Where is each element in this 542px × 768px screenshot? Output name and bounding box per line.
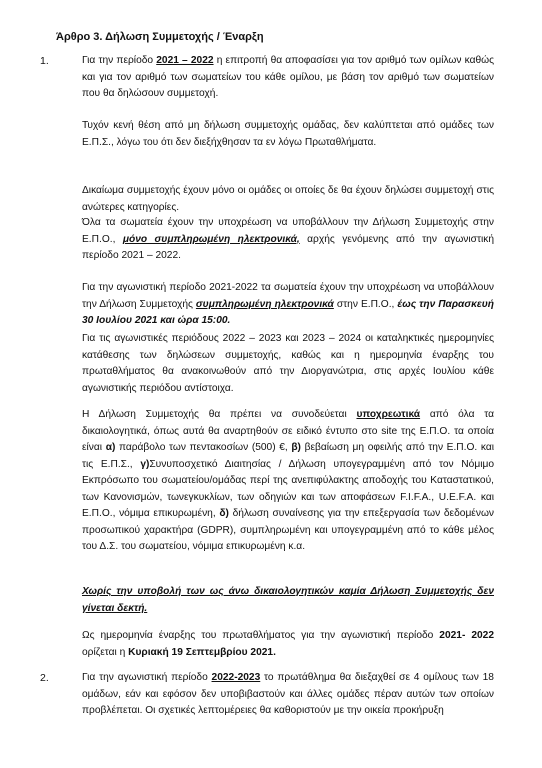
paragraph-eligibility: Δικαίωμα συμμετοχής έχουν μόνο οι ομάδες οι οποίες δε θα έχουν δηλώσει συμμετοχή στις ανώτερες κατηγορίες. [82,185,494,213]
start-date: Κυριακή 19 Σεπτεμβρίου 2021. [128,646,276,658]
paragraph-electronic-submission: Όλα τα σωματεία έχουν την υποχρέωση να υποβάλλουν την Δήλωση Συμμετοχής στην Ε.Π.Ο., μόνο συμπληρωμένη ηλεκτρονικά, αρχής γενόμενης από την αγωνιστική περίοδο 2021 – 2022. [82,217,495,261]
paragraph-required-documents: Η Δήλωση Συμμετοχής θα πρέπει να συνοδεύεται υποχρεωτικά από όλα τα δικαιολογητικά, όπως αυτά θα αναρτηθούν σε ειδικό έντυπο στο site της Ε.Π.Ο. τα οποία είναι α) παράβολο των πεντακοσίων (500) €, β) βεβαίωση μη οφειλής από την Ε.Π.Ο. και τις Ε.Π.Σ., γ)Συνυποσχετικό Διαιτησίας / Δήλωση υπογεγραμμένη από τον Νόμιμο Εκπρόσωπο του σωματείου/ομάδας περί της ανεπιφύλακτης αποδοχής του Καταστατικού, των Κανονισμών, τωνεγκυκλίων, των οδηγιών και των αποφάσεων F.I.F.A., U.E.F.A. και Ε.Π.Ο., νόμιμα επικυρωμένη, δ) δήλωση συναίνεσης για την επεξεργασία των δεδομένων προσωπικού χαρακτήρα (GDPR), συμπληρωμένη και υπογεγραμμένη από το κάθε μέλος του Δ.Σ. του σωματείου, νόμιμα επικυρωμένη κ.α. [82,409,494,552]
paragraph-2022-2023-format: Για την αγωνιστική περίοδο 2022-2023 το πρωτάθλημα θα διεξαχθεί σε 4 ομίλους των 18 ομάδων, εάν και εφόσον δεν υποβιβαστούν και άλλες ομάδες πέραν αυτών των οποίων προβλέπεται. Οι σχετικές λεπτομέρειες θα καθοριστούν με την οικεία προκήρυξη [82,672,494,716]
paragraph-start-date: Ως ημερομηνία έναρξης του πρωταθλήματος για την αγωνιστική περίοδο 2021- 2022 ορίζεται η Κυριακή 19 Σεπτεμβρίου 2021. [82,630,494,658]
article-heading: Άρθρο 3. Δήλωση Συμμετοχής / Έναρξη [56,31,264,43]
mandatory-emphasis: υποχρεωτικά [356,409,421,420]
list-number-2: 2. [40,672,49,684]
paragraph-deadline: Για την αγωνιστική περίοδο 2021-2022 τα σωματεία έχουν την υποχρέωση να υποβάλλουν την Δήλωση Συμμετοχής συμπληρωμένη ηλεκτρονικά στην Ε.Π.Ο., έως την Παρασκευή 30 Ιουλίου 2021 και ώρα 15:00. [82,282,495,326]
electronic-only-emphasis: μόνο συμπληρωμένη ηλεκτρονικά, [122,233,300,245]
season-label: 2021- 2022 [439,630,494,641]
paragraph-vacant-spot: Τυχόν κενή θέση από μη δήλωση συμμετοχής ομάδας, δεν καλύπτεται από ομάδες των Ε.Π.Σ., λόγω του ότι δεν διεξήχθησαν τα εν λόγω Πρωταθλήματα. [82,120,494,148]
paragraph-not-accepted-warning: Χωρίς την υποβολή των ως άνω δικαιολογητικών καμία Δήλωση Συμμετοχής δεν γίνεται δεκτή. [82,586,494,614]
list-number-1: 1. [40,55,49,67]
completed-electronically-emphasis: συμπληρωμένη ηλεκτρονικά [195,298,334,310]
season-2022-2023: 2022-2023 [211,672,261,683]
paragraph-period-groups: Για την περίοδο 2021 – 2022 η επιτροπή θα αποφασίσει για τον αριθμό των ομίλων καθώς και για τον αριθμό των σωματείων του κάθε ομίλου, με βάση τον αριθμό των σωματείων που θα δηλώσουν συμμετοχή. [82,55,494,99]
paragraph-future-seasons: Για τις αγωνιστικές περιόδους 2022 – 2023 και 2023 – 2024 οι καταληκτικές ημερομηνίες κατάθεσης των δηλώσεων συμμετοχής, καθώς και η ημερομηνία έναρξης του πρωταθλήματος θα ανακοινωθούν από την Διοργανώτρια, στις αρχές Ιουλίου κάθε αγωνιστικής περιόδου αντίστοιχα. [82,333,494,394]
deadline-date: έως την Παρασκευή 30 Ιουλίου 2021 και ώρα 15:00. [82,298,495,326]
period-highlight: 2021 – 2022 [156,55,214,66]
